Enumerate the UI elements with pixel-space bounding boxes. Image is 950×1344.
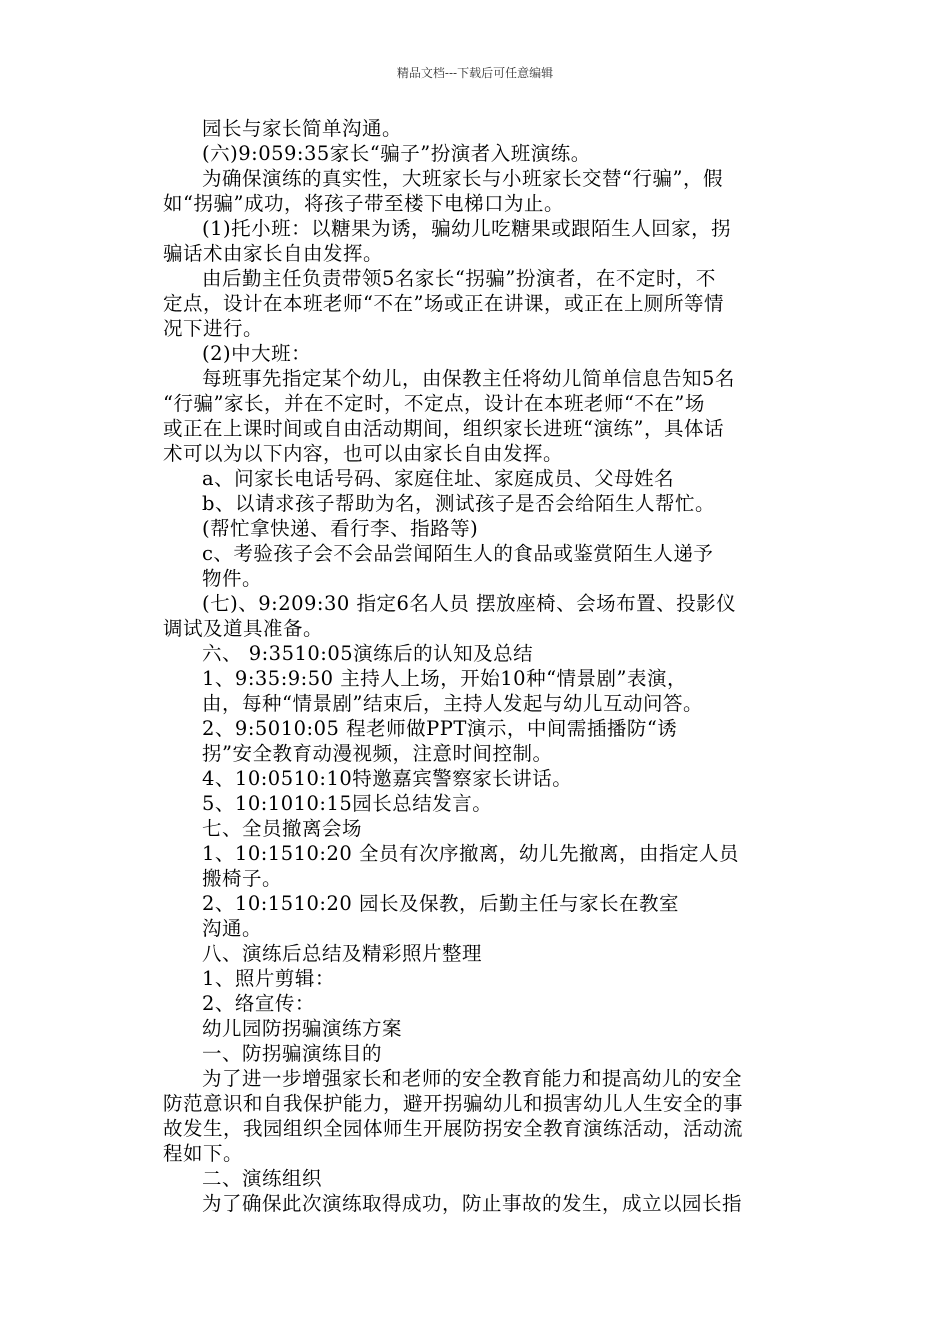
text-line: 2、9:5010:05 程老师做PPT演示，中间需插播防“诱 [202,717,678,740]
text-line: 一、防拐骗演练目的 [202,1042,383,1065]
text-line: (1)托小班：以糖果为诱，骗幼儿吃糖果或跟陌生人回家，拐 [202,217,732,240]
text-line: c、考验孩子会不会品尝闻陌生人的食品或鉴赏陌生人递予 [202,542,714,565]
text-line: 调试及道具准备。 [163,617,324,640]
text-line: 二、演练组织 [202,1167,323,1190]
text-line: 为了确保此次演练取得成功，防止事故的发生，成立以园长指 [202,1192,743,1215]
text-line: (帮忙拿快递、看行李、指路等) [202,517,479,540]
text-line: b、以请求孩子帮助为名，测试孩子是否会给陌生人帮忙。 [202,492,715,515]
text-line: 2、络宣传： [202,992,315,1015]
text-line: 骗话术由家长自由发挥。 [163,242,384,265]
text-line: 每班事先指定某个幼儿，由保教主任将幼儿简单信息告知5名 [202,367,735,390]
text-line: a、问家长电话号码、家庭住址、家庭成员、父母姓名 [202,467,675,490]
text-line: 为确保演练的真实性，大班家长与小班家长交替“行骗”，假 [202,167,723,190]
text-line: 沟通。 [202,917,263,940]
text-line: 1、9:35:9:50 主持人上场，开始10种“情景剧”表演， [202,667,688,690]
text-line: 4、10:0510:10特邀嘉宾警察家长讲话。 [202,767,573,790]
text-line: 防范意识和自我保护能力，避开拐骗幼儿和损害幼儿人生安全的事 [163,1092,744,1115]
text-line: 况下进行。 [163,317,264,340]
text-line: 1、照片剪辑： [202,967,335,990]
text-line: 如“拐骗”成功，将孩子带至楼下电梯口为止。 [163,192,564,215]
text-line: 由，每种“情景剧”结束后，主持人发起与幼儿互动问答。 [202,692,703,715]
text-line: (2)中大班： [202,342,312,365]
text-line: 定点，设计在本班老师“不在”场或正在讲课，或正在上厕所等情 [163,292,724,315]
text-line: 2、10:1510:20 园长及保教，后勤主任与家长在教室 [202,892,679,915]
text-line: 由后勤主任负责带领5名家长“拐骗”扮演者，在不定时，不 [202,267,716,290]
text-line: 六、 9:3510:05演练后的认知及总结 [202,642,534,665]
text-line: “行骗”家长，并在不定时，不定点，设计在本班老师“不在”场 [163,392,705,415]
text-line: 或正在上课时间或自由活动期间，组织家长进班“演练”，具体话 [163,417,724,440]
text-line: (七)、9:209:30 指定6名人员 摆放座椅、会场布置、投影仪 [202,592,737,615]
text-line: 程如下。 [163,1142,244,1165]
text-line: 幼儿园防拐骗演练方案 [202,1017,403,1040]
text-line: 5、10:1010:15园长总结发言。 [202,792,493,815]
text-line: 故发生，我园组织全园体师生开展防拐安全教育演练活动，活动流 [163,1117,744,1140]
text-line: 八、演练后总结及精彩照片整理 [202,942,483,965]
text-line: 拐”安全教育动漫视频，注意时间控制。 [202,742,553,765]
text-line: 搬椅子。 [202,867,283,890]
document-body [163,116,808,1216]
text-line: 1、10:1510:20 全员有次序撤离，幼儿先撤离，由指定人员 [202,842,739,865]
text-line: 物件。 [202,567,263,590]
text-line: 术可以为以下内容，也可以由家长自由发挥。 [163,442,564,465]
text-line: 园长与家长简单沟通。 [202,117,403,140]
text-line: 为了进一步增强家长和老师的安全教育能力和提高幼儿的安全 [202,1067,743,1090]
text-line: 七、全员撤离会场 [202,817,363,840]
page-header: 精品文档---下载后可任意编辑 [396,66,554,80]
text-line: (六)9:059:35家长“骗子”扮演者入班演练。 [202,142,591,165]
